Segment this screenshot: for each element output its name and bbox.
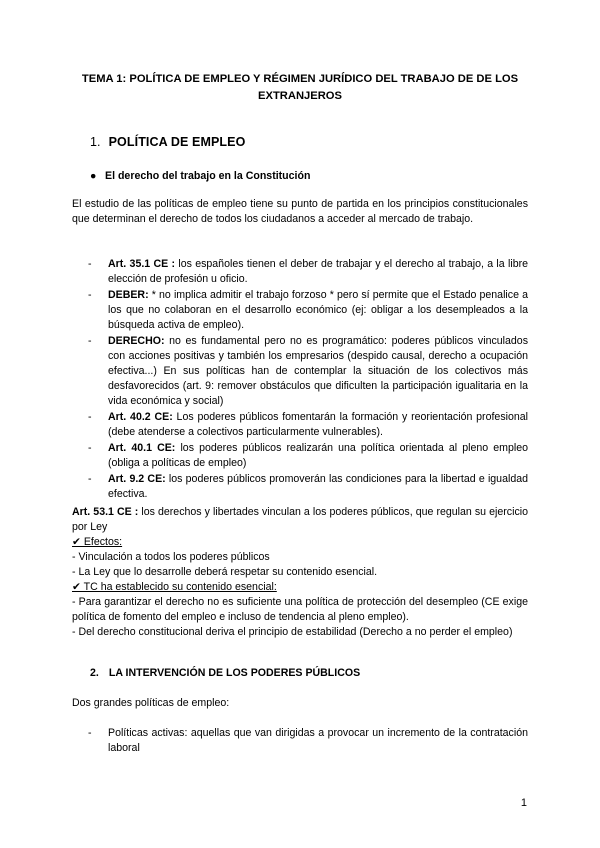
bullet-dot-icon: ● [90, 170, 97, 182]
item-text: Los poderes públicos fomentarán la formación y reorientación profesional (debe atenderse a colectivos particularmente vulnerables). [108, 411, 528, 438]
tc-line: - Del derecho constitucional deriva el principio de estabilidad (Derecho a no perder el empleo) [72, 626, 513, 638]
list-item [72, 257, 528, 287]
policies-list [72, 726, 528, 757]
dash-marker: - [88, 727, 92, 739]
dash-marker: - [88, 335, 92, 347]
list-item [72, 288, 528, 333]
art-53-label: Art. 53.1 CE : [72, 506, 139, 518]
section-1-title: POLÍTICA DE EMPLEO [108, 135, 246, 149]
dash-marker: - [88, 289, 92, 301]
subheading-constitucion [90, 169, 310, 184]
list-item [72, 441, 528, 471]
subheading-text: El derecho del trabajo en la Constitución [105, 170, 311, 182]
item-label: Art. 9.2 CE: [108, 473, 166, 485]
efectos-line: - La Ley que lo desarrolle deberá respetar su contenido esencial. [72, 566, 378, 578]
efectos-block [72, 535, 528, 640]
page-number: 1 [520, 797, 527, 809]
item-label: Art. 40.2 CE: [108, 411, 173, 423]
section-2-title: LA INTERVENCIÓN DE LOS PODERES PÚBLICOS [108, 667, 361, 679]
intro-2-paragraph: Dos grandes políticas de empleo: [72, 697, 230, 709]
section-2-number: 2. [90, 667, 99, 679]
item-text: los poderes públicos realizarán una política orientada al pleno empleo (obliga a políticas de empleo) [108, 442, 528, 469]
item-text: los poderes públicos promoverán las condiciones para la libertad e igualdad efectiva. [108, 473, 528, 500]
item-text: los españoles tienen el deber de trabajar y el derecho al trabajo, a la libre elección de profesión u oficio. [108, 258, 528, 285]
list-item [72, 726, 528, 756]
section-1-heading [90, 135, 245, 150]
art-53-text: los derechos y libertades vinculan a los poderes públicos, que regulan su ejercicio por Ley [72, 506, 528, 533]
item-label: Art. 35.1 CE : [108, 258, 176, 270]
item-text: no es fundamental pero no es programático: poderes públicos vinculados con acciones positivas y también los empresarios (despido causal, derecho a ocupación efectiva...) En sus políticas han de contemplar la situación de los colectivos más desfavorecidos (art. 9: remover obstáculos que dificulten la participación igualitaria en la vida económica y social) [108, 335, 528, 407]
efectos-line: - Vinculación a todos los poderes públicos [72, 551, 270, 563]
intro-paragraph: El estudio de las políticas de empleo tiene su punto de partida en los principios constitucionales que determinan el derecho de todos los ciudadanos a acceder al mercado de trabajo. [72, 198, 528, 225]
document-title: TEMA 1: POLÍTICA DE EMPLEO Y RÉGIMEN JURÍDICO DEL TRABAJO DE DE LOS EXTRANJEROS [81, 73, 519, 102]
art-53-paragraph [72, 505, 528, 535]
section-2-heading [90, 666, 360, 681]
dash-marker: - [88, 442, 92, 454]
tc-heading: ✔ TC ha establecido su contenido esencial: [72, 581, 277, 593]
dash-marker: - [88, 411, 92, 423]
efectos-heading: ✔ Efectos: [72, 536, 123, 548]
section-1-number: 1. [90, 135, 101, 149]
dash-marker: - [88, 258, 92, 270]
list-item [72, 472, 528, 502]
item-label: Art. 40.1 CE: [108, 442, 176, 454]
list-item [72, 410, 528, 440]
item-text: Políticas activas: aquellas que van dirigidas a provocar un incremento de la contratación laboral [108, 727, 528, 754]
list-item [72, 334, 528, 409]
item-text: * no implica admitir el trabajo forzoso * pero sí permite que el Estado penalice a los que no colaboran en el desarrollo económico (ej: obligar a los desempleados a la búsqueda activa de empleo). [108, 289, 528, 331]
tc-line: - Para garantizar el derecho no es suficiente una política de protección del desempleo (CE exige política de fomento del empleo e incluso de tendencia al pleno empleo). [72, 596, 528, 623]
item-label: DERECHO: [108, 335, 165, 347]
dash-marker: - [88, 473, 92, 485]
articles-list [72, 257, 528, 503]
item-label: DEBER: [108, 289, 149, 301]
